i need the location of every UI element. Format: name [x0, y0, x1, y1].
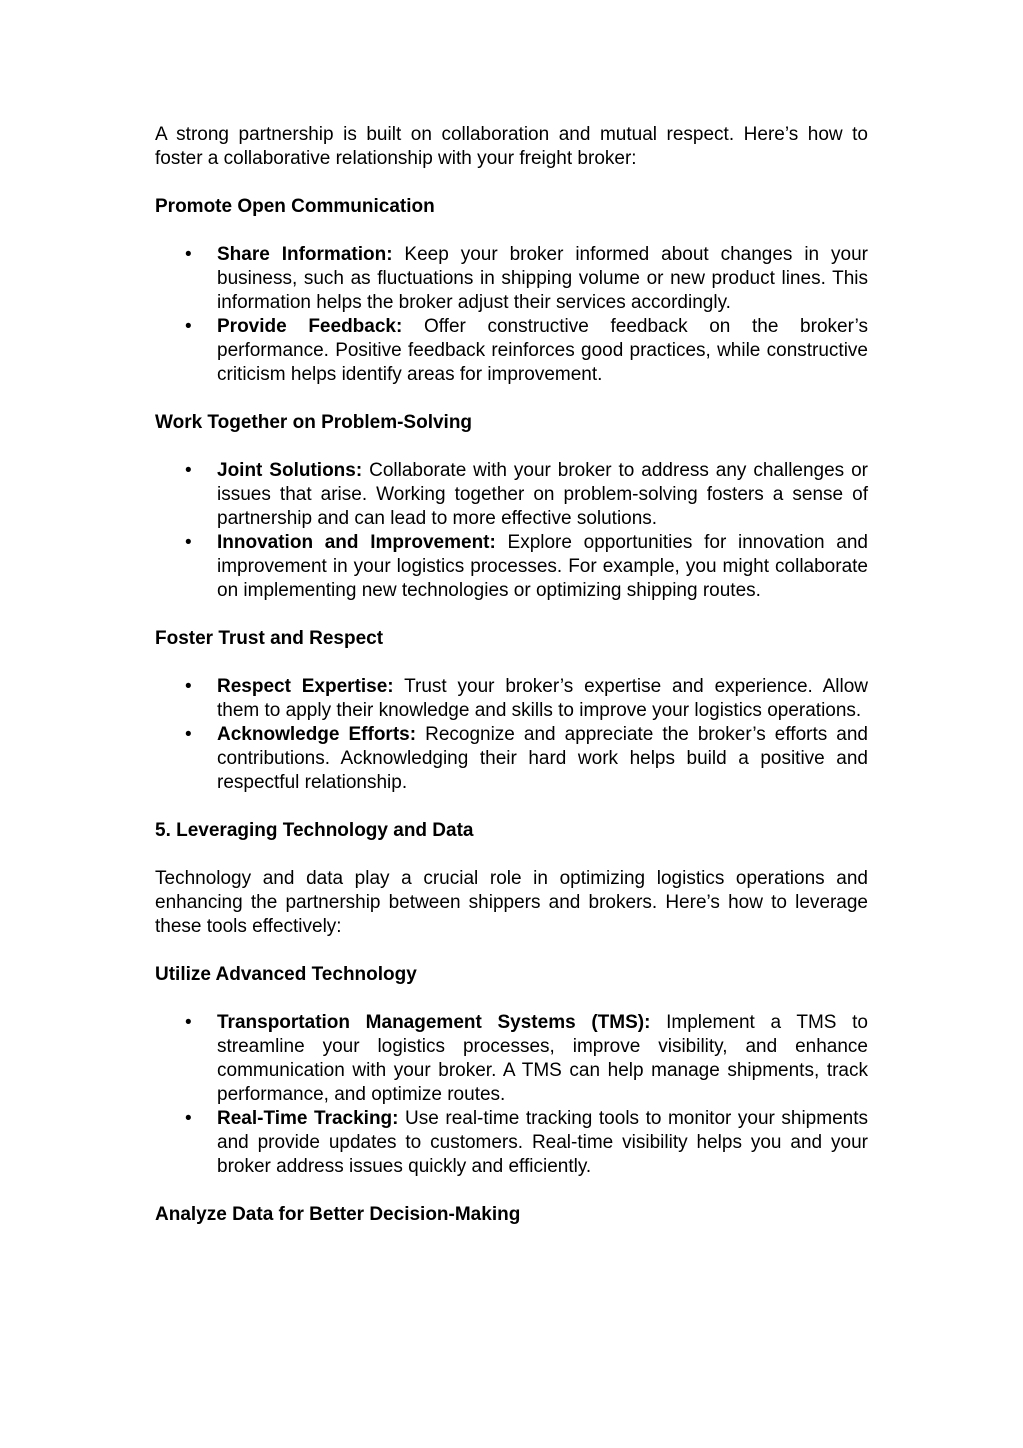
bullet-icon: • — [185, 1012, 192, 1033]
subsection-heading-advanced-technology: Utilize Advanced Technology — [155, 964, 417, 985]
item-lead: Joint Solutions: — [217, 460, 363, 481]
list-item — [155, 675, 868, 723]
item-lead: Share Information: — [217, 244, 393, 265]
bullet-icon: • — [185, 316, 192, 337]
bullet-icon: • — [185, 676, 192, 697]
item-text: Trust your broker’s expertise and experience. Allow them to apply their knowledge and skills to improve your logistics operations. — [217, 676, 868, 721]
item-text: Offer constructive feedback on the broker’s performance. Positive feedback reinforces good practices, while constructive criticism helps identify areas for improvement. — [217, 316, 868, 385]
bullet-icon: • — [185, 460, 192, 481]
item-text: Implement a TMS to streamline your logistics processes, improve visibility, and enhance communication with your broker. A TMS can help manage shipments, track performance, and optimize routes. — [217, 1012, 868, 1105]
item-text: Recognize and appreciate the broker’s efforts and contributions. Acknowledging their hard work helps build a positive and respectful relationship. — [217, 724, 868, 793]
bullet-list-advanced-technology — [155, 1011, 868, 1179]
item-text: Explore opportunities for innovation and improvement in your logistics processes. For example, you might collaborate on implementing new technologies or optimizing shipping routes. — [217, 532, 868, 601]
bullet-list-trust — [155, 675, 868, 795]
section-heading-communication: Promote Open Communication — [155, 196, 435, 217]
section-heading-technology: 5. Leveraging Technology and Data — [155, 820, 474, 841]
bullet-list-problem-solving — [155, 459, 868, 603]
item-text: Collaborate with your broker to address any challenges or issues that arise. Working together on problem-solving fosters a sense of partnership and can lead to more effective solutions. — [217, 460, 868, 529]
bullet-icon: • — [185, 532, 192, 553]
item-text: Keep your broker informed about changes in your business, such as fluctuations in shipping volume or new product lines. This information helps the broker adjust their services accordingly. — [217, 244, 868, 313]
list-item — [155, 1107, 868, 1179]
item-text: Use real-time tracking tools to monitor your shipments and provide updates to customers. Real-time visibility helps you and your broker address issues quickly and efficiently. — [217, 1108, 868, 1177]
item-lead: Innovation and Improvement: — [217, 532, 496, 553]
item-lead: Real-Time Tracking: — [217, 1108, 399, 1129]
section-heading-problem-solving: Work Together on Problem-Solving — [155, 412, 473, 433]
intro-paragraph: A strong partnership is built on collaboration and mutual respect. Here’s how to foster a collaborative relationship with your freight broker: — [155, 124, 868, 169]
document-page — [155, 123, 868, 1251]
list-item — [155, 531, 868, 603]
list-item — [155, 459, 868, 531]
bullet-list-communication — [155, 243, 868, 387]
item-lead: Transportation Management Systems (TMS): — [217, 1012, 651, 1033]
bullet-icon: • — [185, 244, 192, 265]
technology-intro-paragraph: Technology and data play a crucial role in optimizing logistics operations and enhancing the partnership between shippers and brokers. Here’s how to leverage these tools effectively: — [155, 868, 868, 937]
section-heading-trust: Foster Trust and Respect — [155, 628, 384, 649]
list-item — [155, 315, 868, 387]
item-lead: Provide Feedback: — [217, 316, 403, 337]
item-lead: Respect Expertise: — [217, 676, 394, 697]
list-item — [155, 1011, 868, 1107]
item-lead: Acknowledge Efforts: — [217, 724, 417, 745]
list-item — [155, 723, 868, 795]
bullet-icon: • — [185, 724, 192, 745]
bullet-icon: • — [185, 1108, 192, 1129]
subsection-heading-analyze-data: Analyze Data for Better Decision-Making — [155, 1204, 521, 1225]
list-item — [155, 243, 868, 315]
